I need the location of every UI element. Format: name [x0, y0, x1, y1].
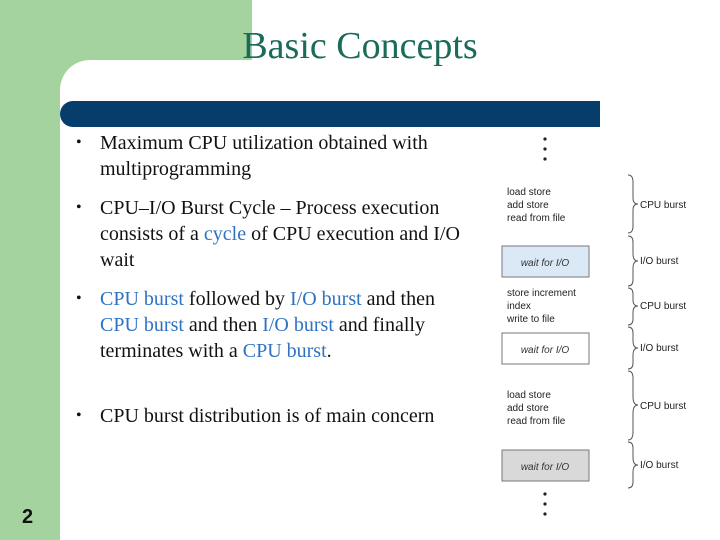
bullet-text: followed by: [183, 288, 290, 310]
instruction-text: add store: [507, 403, 549, 414]
ellipsis-dot: [543, 157, 546, 160]
brace: [628, 288, 638, 325]
burst-label: CPU burst: [640, 200, 687, 211]
wait-text: wait for I/O: [520, 258, 570, 269]
instruction-text: read from file: [507, 213, 566, 224]
title-divider-bar: [60, 101, 600, 127]
bullet-text: of CPU execution and I/O wait: [100, 223, 460, 271]
burst-label: I/O burst: [640, 460, 679, 471]
wait-text: wait for I/O: [520, 462, 570, 473]
bullet-text: CPU–I/O Burst Cycle – Process execution consists of a: [100, 197, 440, 245]
instruction-text: load store: [507, 390, 551, 401]
bullet-burst-sequence: [70, 286, 470, 364]
highlight-cpu-burst: CPU burst: [100, 314, 184, 336]
brace: [628, 442, 638, 488]
bullet-max-utilization: • Maximum CPU utilization obtained with multiprogramming: [70, 130, 470, 182]
ellipsis-dot: [543, 147, 546, 150]
ellipsis-dot: [543, 492, 546, 495]
wait-text: wait for I/O: [520, 345, 570, 356]
instruction-text: read from file: [507, 416, 566, 427]
brace: [628, 327, 638, 369]
brace: [628, 236, 638, 286]
highlight-io-burst: I/O burst: [290, 288, 362, 310]
page-number: 2: [22, 506, 34, 528]
instruction-text: write to file: [507, 314, 555, 325]
bullet-burst-cycle: [70, 195, 470, 273]
highlight-cpu-burst: CPU burst: [100, 288, 184, 310]
ellipsis-dot: [543, 512, 546, 515]
bullet-distribution: • CPU burst distribution is of main concern: [70, 403, 434, 429]
bullet-text: and then: [361, 288, 435, 310]
burst-cycle-diagram: [495, 130, 695, 525]
burst-label: CPU burst: [640, 301, 687, 312]
slide-title: Basic Concepts: [242, 25, 478, 67]
burst-label: CPU burst: [640, 401, 687, 412]
burst-label: I/O burst: [640, 256, 679, 267]
ellipsis-dot: [543, 502, 546, 505]
bullet-text: .: [326, 340, 332, 362]
burst-label: I/O burst: [640, 343, 679, 354]
instruction-text: store increment: [507, 288, 576, 299]
ellipsis-dot: [543, 137, 546, 140]
instruction-text: add store: [507, 200, 549, 211]
brace: [628, 175, 638, 233]
highlight-io-burst: I/O burst: [262, 314, 334, 336]
highlight-cycle: cycle: [203, 223, 247, 245]
instruction-text: load store: [507, 187, 551, 198]
bullet-text: and then: [183, 314, 263, 336]
highlight-cpu-burst: CPU burst: [242, 340, 327, 362]
instruction-text: index: [507, 301, 531, 312]
brace: [628, 371, 638, 440]
bullet-text: and finally terminates with a: [100, 314, 425, 362]
